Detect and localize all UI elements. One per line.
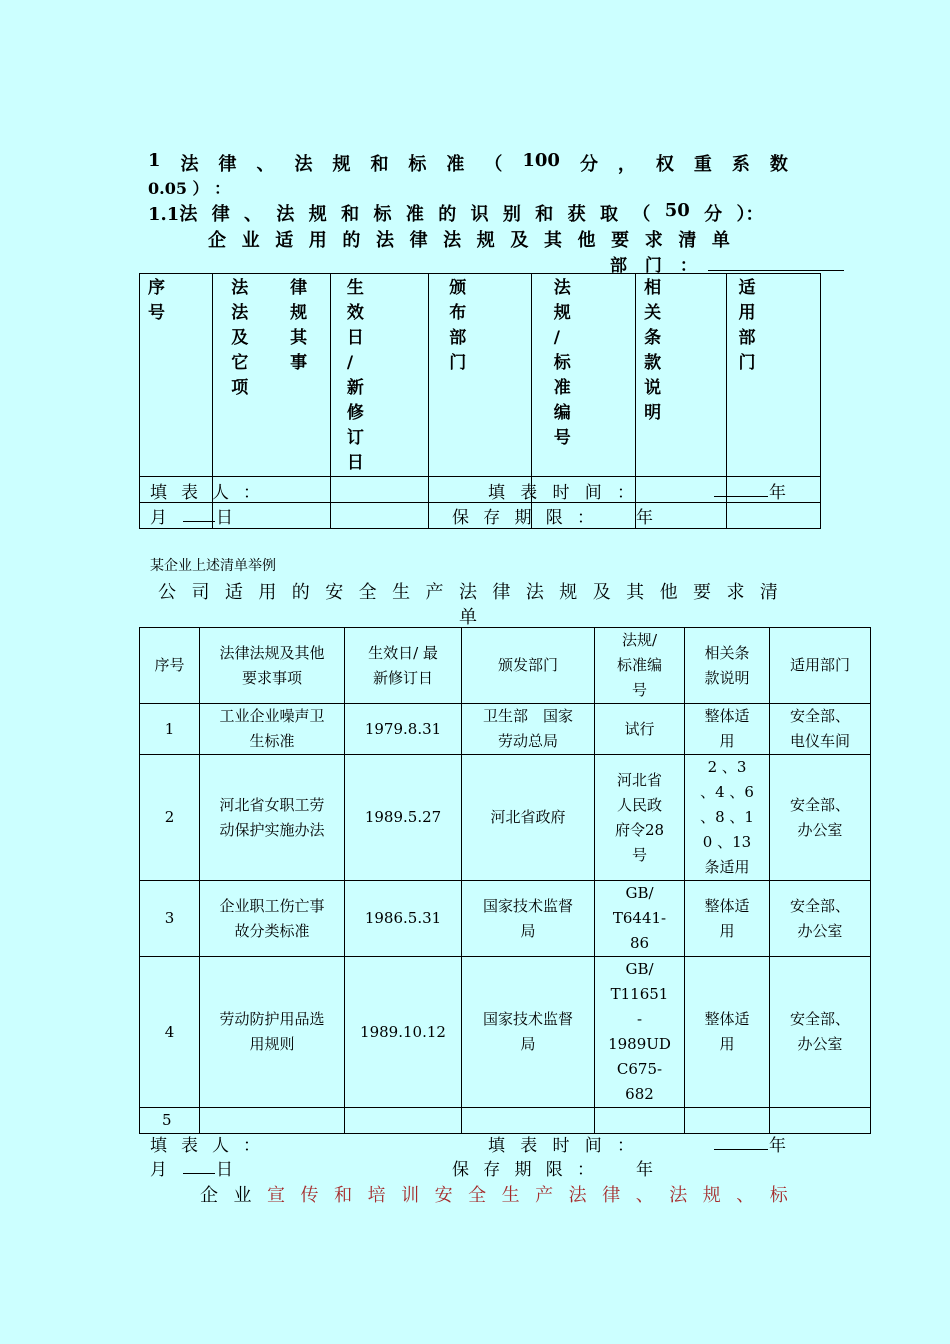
filler-label [150, 478, 260, 503]
glyph: 要 [693, 582, 711, 603]
glyph: 他 [659, 582, 678, 603]
header-cell: 序号 [140, 628, 200, 704]
header-cell: 生效日/ 最 新修订日 [345, 628, 462, 704]
glyph: 取 [600, 204, 618, 225]
department-label: 部 门 ： [610, 256, 703, 276]
glyph: 保 [452, 1160, 469, 1180]
glyph: 法 [568, 1185, 587, 1206]
glyph: ： [243, 1136, 260, 1156]
retention-label [452, 1155, 594, 1180]
glyph: 的 [438, 204, 457, 225]
table-row [140, 704, 871, 755]
glyph: 间 [584, 1136, 602, 1156]
table-cell: 国家技术监督 局 [462, 881, 595, 957]
blank-cell[interactable] [330, 503, 428, 529]
glyph: 法 [669, 1185, 688, 1206]
glyph: ： [617, 483, 634, 503]
glyph: 人 [212, 483, 229, 503]
glyph: 、 [244, 204, 263, 225]
glyph: 和 [535, 204, 554, 225]
glyph: 重 [693, 154, 712, 175]
glyph: 宣 [267, 1185, 286, 1206]
glyph: 法 [276, 204, 295, 225]
table-cell[interactable] [345, 1108, 462, 1134]
glyph: 用 [308, 230, 327, 251]
glyph: 生 [392, 582, 411, 603]
table-cell: 企业职工伤亡事 故分类标准 [200, 881, 345, 957]
glyph: 传 [300, 1185, 319, 1206]
table-cell: 国家技术监督 局 [462, 957, 595, 1108]
glyph: 及 [592, 582, 611, 603]
template-header-cell: 法 律 法 规 及 其 它 事 项 [213, 274, 331, 477]
glyph: 表 [520, 1136, 538, 1156]
table-cell: 整体适 用 [685, 881, 770, 957]
glyph: 100 [522, 150, 560, 171]
glyph: 识 [470, 204, 489, 225]
glyph: 律 [602, 1185, 621, 1206]
glyph: 限 [545, 1160, 563, 1180]
table-cell: 试行 [595, 704, 685, 755]
glyph: 要 [611, 230, 630, 251]
table-cell: 整体适 用 [685, 957, 770, 1108]
glyph: 用 [258, 582, 277, 603]
day-blank[interactable] [183, 521, 215, 522]
table-cell: 4 [140, 957, 200, 1108]
glyph: 律 [492, 582, 511, 603]
glyph: 人 [212, 1136, 229, 1156]
glyph: 业 [241, 230, 260, 251]
glyph: 清 [759, 582, 778, 603]
glyph: 司 [191, 582, 210, 603]
glyph: 1 [148, 150, 161, 171]
glyph: 存 [483, 508, 501, 528]
glyph: 企 [200, 1185, 218, 1206]
glyph: 期 [514, 508, 532, 528]
glyph: 时 [552, 1136, 570, 1156]
header-cell: 法律法规及其他 要求事项 [200, 628, 345, 704]
glyph: 法 [525, 582, 544, 603]
table-row [140, 1108, 871, 1134]
table-cell: GB/ T11651 - 1989UD C675- 682 [595, 957, 685, 1108]
department-underline[interactable] [708, 270, 844, 271]
glyph: 和 [334, 1185, 353, 1206]
header-cell: 适用部门 [770, 628, 871, 704]
year-blank[interactable] [714, 1149, 768, 1150]
header-cell: 颁发部门 [462, 628, 595, 704]
glyph: 存 [483, 1160, 501, 1180]
table-cell: 1989.5.27 [345, 755, 462, 881]
form-title [208, 226, 730, 252]
glyph: 适 [275, 230, 294, 251]
heading-line-3 [148, 200, 778, 226]
glyph: 别 [502, 204, 521, 225]
glyph: 间 [584, 483, 602, 503]
glyph: 的 [342, 230, 361, 251]
glyph: 及 [510, 230, 529, 251]
glyph: ： [577, 508, 594, 528]
table-cell[interactable] [595, 1108, 685, 1134]
glyph: 产 [425, 582, 444, 603]
day-blank[interactable] [183, 1173, 215, 1174]
heading-line-2: 0.05 ） ： [148, 179, 231, 198]
glyph: 律 [211, 204, 230, 225]
glyph: ）： [736, 204, 764, 225]
glyph: 安 [325, 582, 344, 603]
glyph: 准 [446, 154, 465, 175]
glyph: 规 [308, 204, 327, 225]
glyph: （ [484, 154, 503, 175]
blank-cell[interactable] [636, 477, 726, 503]
glyph: 培 [367, 1185, 386, 1206]
glyph: 填 [488, 483, 505, 503]
year-label: 年 [769, 483, 786, 503]
glyph: 规 [702, 1185, 721, 1206]
day-label: 日 [216, 508, 233, 528]
glyph: 法 [180, 154, 199, 175]
glyph: 、 [256, 154, 275, 175]
glyph: ： [577, 1160, 594, 1180]
glyph: 填 [150, 483, 167, 503]
heading-line-1 [148, 150, 788, 176]
glyph: 规 [559, 582, 578, 603]
table-cell: 1 [140, 704, 200, 755]
table-cell: 1989.10.12 [345, 957, 462, 1108]
filler-label [150, 1131, 260, 1156]
year-blank[interactable] [714, 496, 768, 497]
table-cell[interactable] [462, 1108, 595, 1134]
template-header-cell: 序 号 [140, 274, 213, 477]
table-cell: 河北省 人民政 府令28 号 [595, 755, 685, 881]
table-cell[interactable] [200, 1108, 345, 1134]
table-cell: 1986.5.31 [345, 881, 462, 957]
table-cell: GB/ T6441- 86 [595, 881, 685, 957]
glyph: 全 [358, 582, 377, 603]
glyph: 填 [150, 1136, 167, 1156]
table-cell[interactable] [685, 1108, 770, 1134]
glyph: 和 [370, 154, 389, 175]
table-cell: 安全部、 办公室 [770, 881, 871, 957]
glyph: 清 [678, 230, 697, 251]
glyph: 产 [535, 1185, 554, 1206]
day-label: 日 [216, 1160, 233, 1180]
glyph: 分 [704, 204, 723, 225]
glyph: ： [617, 1136, 634, 1156]
glyph: 时 [552, 483, 570, 503]
glyph: 准 [405, 204, 424, 225]
header-cell: 法规/ 标准编 号 [595, 628, 685, 704]
table-cell: 河北省女职工劳 动保护实施办法 [200, 755, 345, 881]
table-cell: 工业企业噪声卫 生标准 [200, 704, 345, 755]
table-cell: 安全部、 电仪车间 [770, 704, 871, 755]
table-row [140, 881, 871, 957]
glyph: 标 [408, 154, 427, 175]
table-cell[interactable] [770, 1108, 871, 1134]
glyph: 1.1法 [148, 204, 198, 225]
template-header-cell: 颁 布 部 门 [429, 274, 531, 477]
glyph: 法 [443, 230, 462, 251]
retention-label [452, 503, 594, 528]
glyph: 企 [208, 230, 226, 251]
glyph: 求 [644, 230, 663, 251]
year-label: 年 [769, 1136, 786, 1156]
glyph: （ [632, 204, 651, 225]
template-header-cell: 生 效 日 / 新 修 订 日 [330, 274, 428, 477]
glyph: 其 [626, 582, 645, 603]
footer-line [200, 1181, 788, 1207]
table-cell: 5 [140, 1108, 200, 1134]
glyph: 法 [375, 230, 394, 251]
glyph: 期 [514, 1160, 532, 1180]
template-header-row [140, 274, 821, 477]
glyph: 求 [726, 582, 745, 603]
table-cell: 卫生部 国家 劳动总局 [462, 704, 595, 755]
glyph: 训 [401, 1185, 420, 1206]
table-cell: 安全部、 办公室 [770, 957, 871, 1108]
example-header-row [140, 628, 871, 704]
glyph: 规 [476, 230, 495, 251]
fill-time-label [488, 478, 634, 503]
month-label: 月 [150, 508, 167, 528]
glyph: 的 [291, 582, 310, 603]
template-header-cell: 适 用 部 门 [726, 274, 820, 477]
glyph: 法 [294, 154, 313, 175]
glyph: 数 [769, 154, 788, 175]
glyph: 分 [579, 154, 598, 175]
table-row [140, 755, 871, 881]
glyph: 公 [158, 582, 176, 603]
glyph: 填 [488, 1136, 505, 1156]
table-cell: 1979.8.31 [345, 704, 462, 755]
glyph: 、 [635, 1185, 654, 1206]
retention-year-label: 年 [636, 508, 653, 528]
glyph: 和 [341, 204, 360, 225]
template-header-cell: 法 规 / 标 准 编 号 [531, 274, 635, 477]
glyph: 保 [452, 508, 469, 528]
glyph: 标 [373, 204, 392, 225]
header-cell: 相关条 款说明 [685, 628, 770, 704]
glyph: 系 [731, 154, 750, 175]
glyph: 表 [181, 1136, 198, 1156]
glyph: ， [617, 154, 636, 175]
example-title-end: 单 [459, 607, 477, 628]
month-label: 月 [150, 1160, 167, 1180]
glyph: 权 [655, 154, 674, 175]
glyph: 法 [458, 582, 477, 603]
glyph: 单 [711, 230, 730, 251]
table-cell: 2 、3 、4 、6 、8 、1 0 、13 条适用 [685, 755, 770, 881]
glyph: 表 [520, 483, 538, 503]
glyph: 安 [434, 1185, 453, 1206]
glyph: 50 [664, 200, 690, 221]
glyph: 标 [769, 1185, 788, 1206]
glyph: 规 [332, 154, 351, 175]
glyph: 他 [577, 230, 596, 251]
glyph: ： [243, 483, 260, 503]
table-cell: 2 [140, 755, 200, 881]
glyph: 限 [545, 508, 563, 528]
glyph: 适 [224, 582, 243, 603]
example-table [139, 627, 871, 1134]
table-cell: 河北省政府 [462, 755, 595, 881]
blank-cell[interactable] [726, 503, 820, 529]
glyph: 律 [409, 230, 428, 251]
template-header-cell: 相 关 条 款 说 明 [636, 274, 726, 477]
table-cell: 安全部、 办公室 [770, 755, 871, 881]
table-cell: 整体适 用 [685, 704, 770, 755]
table-row [140, 957, 871, 1108]
example-caption: 某企业上述清单举例 [150, 558, 276, 574]
glyph: 其 [543, 230, 562, 251]
table-cell: 劳动防护用品选 用规则 [200, 957, 345, 1108]
example-title [158, 578, 778, 604]
retention-year-label: 年 [636, 1160, 653, 1180]
glyph: 获 [567, 204, 586, 225]
blank-cell[interactable] [330, 477, 428, 503]
glyph: 生 [501, 1185, 520, 1206]
glyph: 业 [233, 1185, 252, 1206]
glyph: 全 [468, 1185, 487, 1206]
fill-time-label [488, 1131, 634, 1156]
table-cell: 3 [140, 881, 200, 957]
glyph: 、 [736, 1185, 755, 1206]
glyph: 律 [218, 154, 237, 175]
glyph: 表 [181, 483, 198, 503]
